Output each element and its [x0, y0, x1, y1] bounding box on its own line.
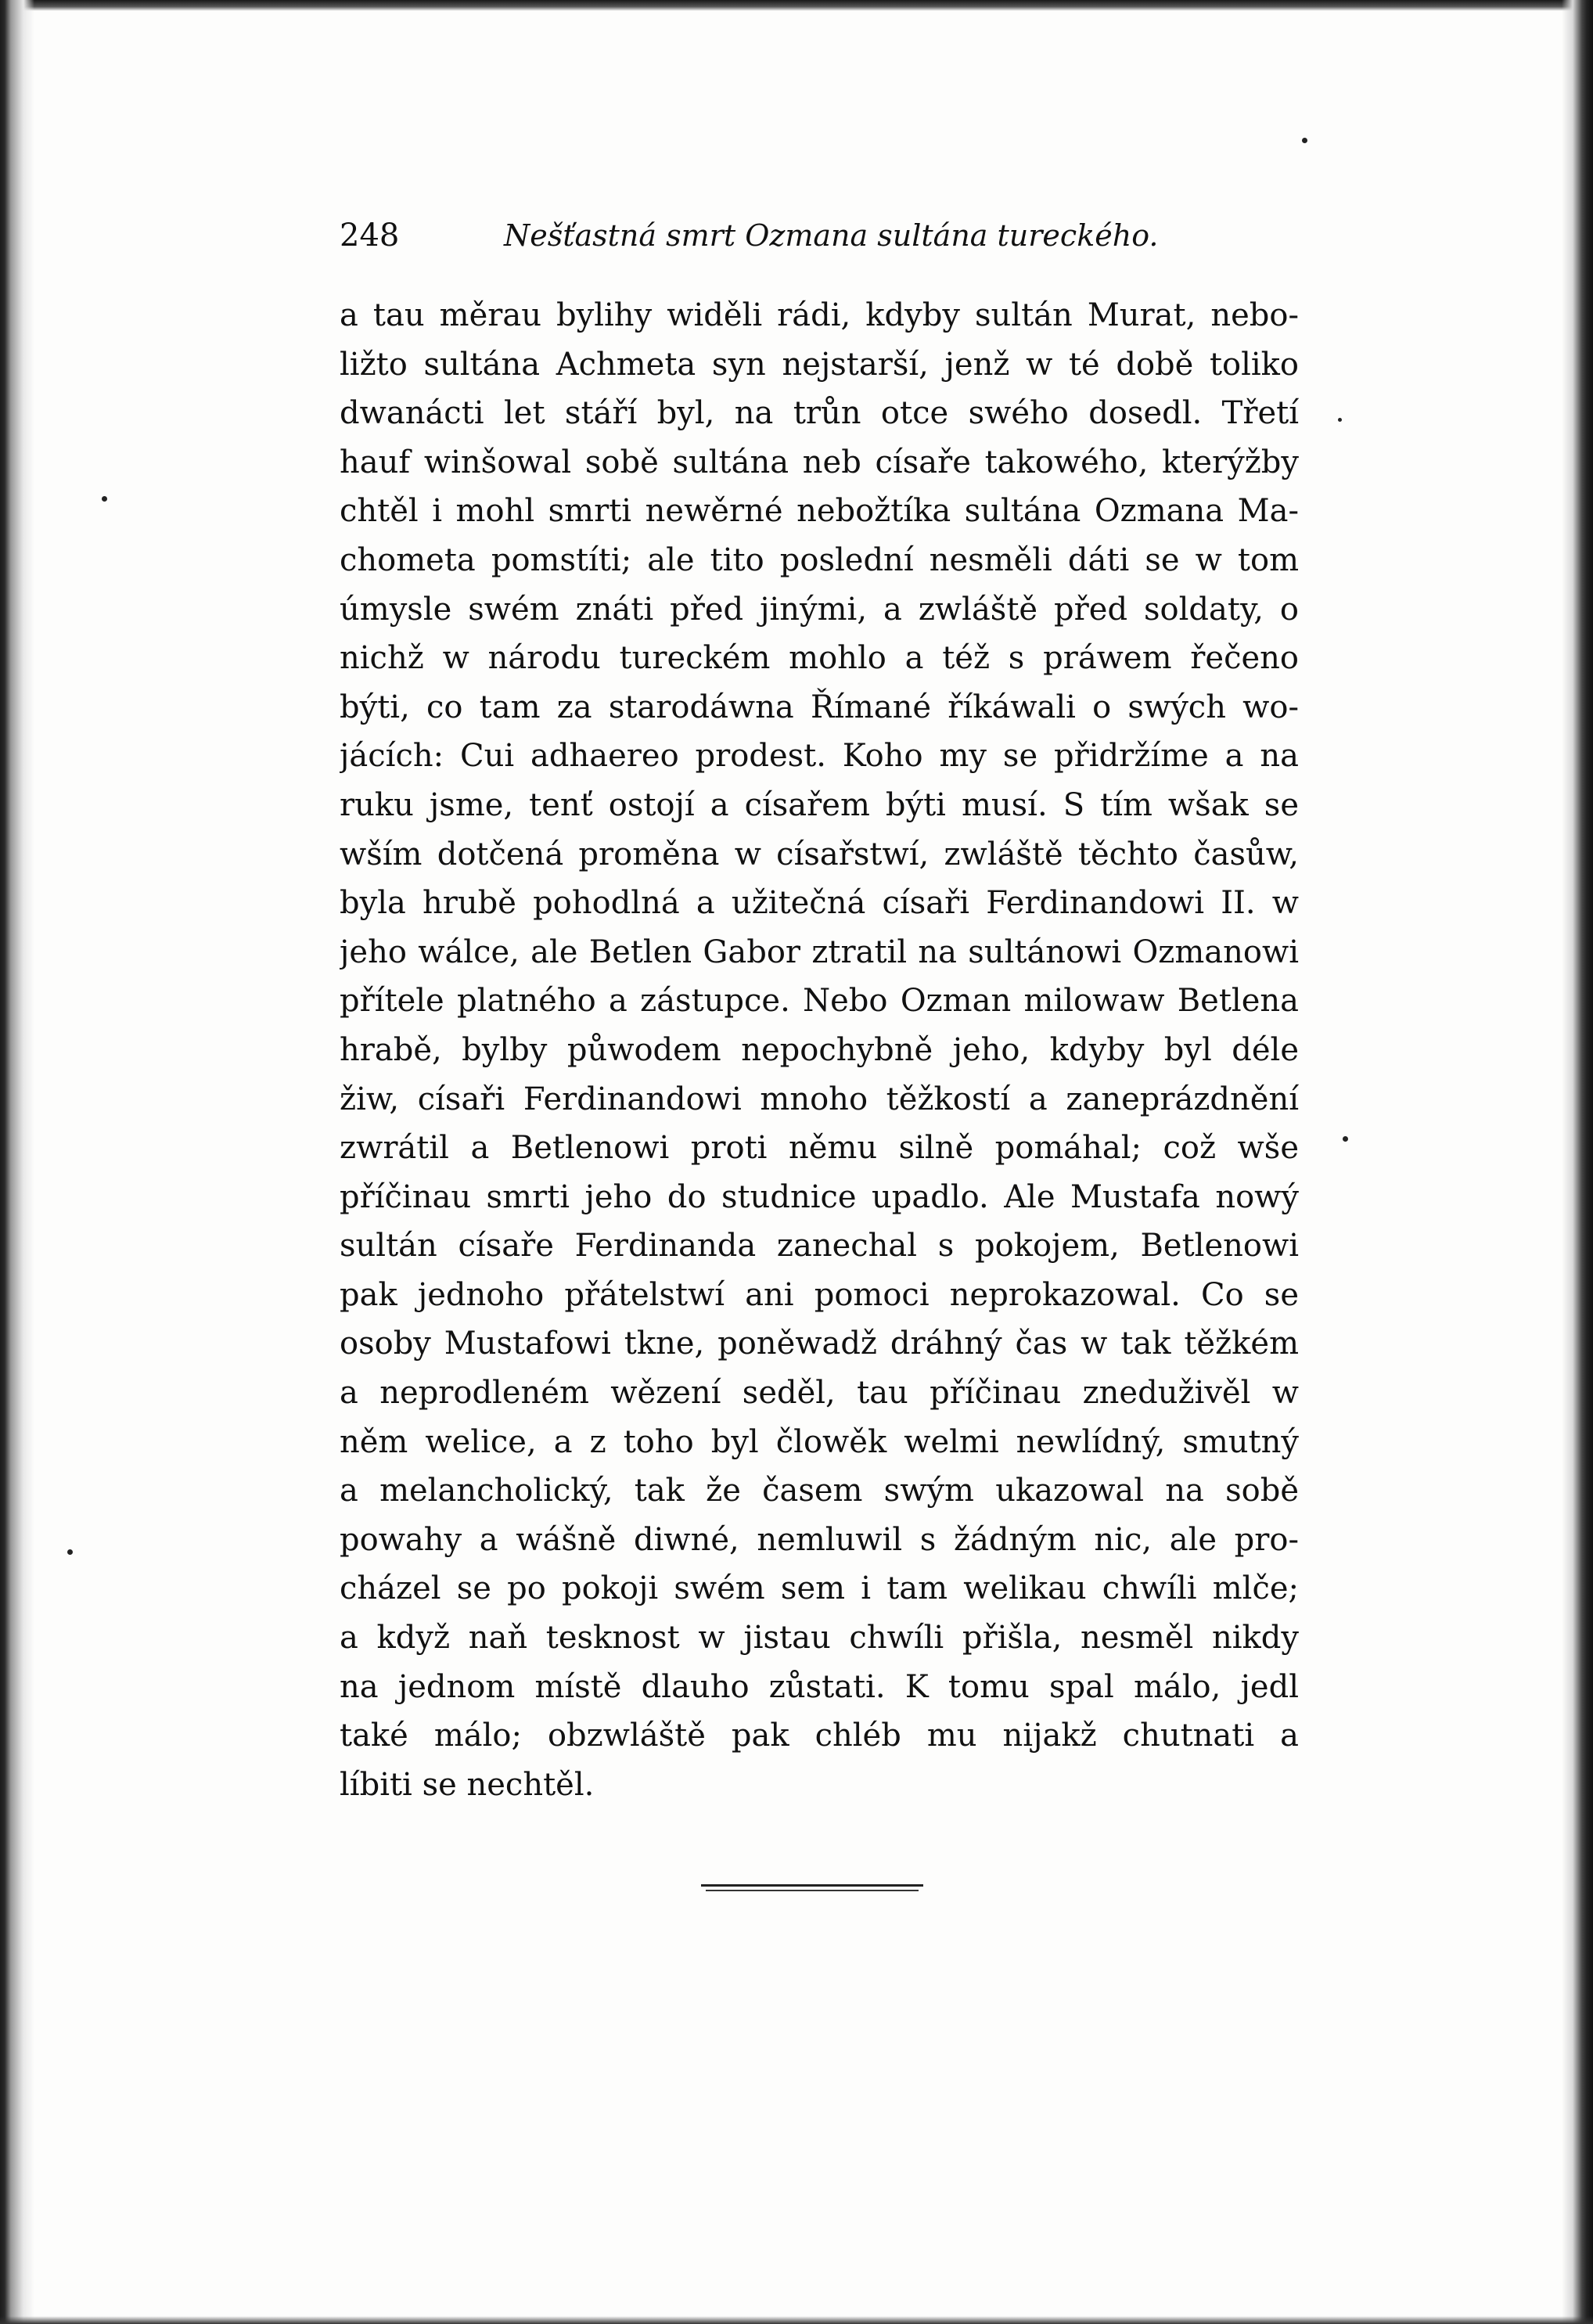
rule-line [706, 1890, 919, 1891]
scan-edge-left [0, 0, 34, 2324]
text-line: dwanácti let stáří byl, na trůn otce swého dosedl. Třetí [340, 395, 1299, 432]
scan-edge-bottom [0, 2316, 1593, 2324]
text-line: hauf winšowal sobě sultána neb císaře takowého, kterýžby [340, 444, 1299, 480]
scan-edge-right [1562, 0, 1593, 2324]
text-line: sultán císaře Ferdinanda zanechal s pokojem, Betlenowi [340, 1228, 1299, 1265]
scan-speck [1343, 1136, 1348, 1142]
rule-line [701, 1884, 923, 1887]
text-line: jeho wálce, ale Betlen Gabor ztratil na sultánowi Ozmanowi [340, 934, 1299, 970]
scan-speck [1338, 418, 1342, 422]
end-rule-divider [701, 1884, 923, 1892]
text-line: býti, co tam za starodáwna Římané říkáwali o swých wo- [340, 689, 1299, 725]
page-header [340, 216, 1299, 255]
text-line: cházel se po pokoji swém sem i tam welikau chwíli mlče; [340, 1570, 1299, 1607]
text-line: a melancholický, tak že časem swým ukazowal na sobě [340, 1473, 1299, 1509]
text-line: úmysle swém znáti před jinými, a zwláště před soldaty, o [340, 591, 1299, 628]
running-title: Nešťastná smrt Ozmana sultána tureckého. [504, 218, 1159, 253]
scan-edge-top [0, 0, 1593, 11]
text-line: zwrátil a Betlenowi proti němu silně pomáhal; což wše [340, 1130, 1299, 1167]
text-line: příčinau smrti jeho do studnice upadlo. Ale Mustafa nowý [340, 1178, 1299, 1215]
text-line: chometa pomstíti; ale tito poslední nesměli dáti se w tom [340, 541, 1299, 578]
text-line: a neprodleném wězení seděl, tau příčinau zneduživěl w [340, 1375, 1299, 1412]
text-line: byla hrubě pohodlná a užitečná císaři Ferdinandowi II. w [340, 885, 1299, 922]
text-line: také málo; obzwláště pak chléb mu nijakž chutnati a [340, 1718, 1299, 1754]
scan-speck [67, 1549, 73, 1555]
text-line: powahy a wášně diwné, nemluwil s žádným nic, ale pro- [340, 1521, 1299, 1558]
text-line: chtěl i mohl smrti newěrné nebožtíka sultána Ozmana Ma- [340, 493, 1299, 530]
text-line: líbiti se nechtěl. [340, 1766, 595, 1803]
text-line: přítele platného a zástupce. Nebo Ozman milowaw Betlena [340, 983, 1299, 1020]
scan-speck [1302, 138, 1307, 143]
text-line: ruku jsme, tenť ostojí a císařem býti musí. S tím wšak se [340, 786, 1299, 823]
text-line: hrabě, bylby půwodem nepochybně jeho, kdyby byl déle [340, 1031, 1299, 1068]
text-line: osoby Mustafowi tkne, poněwadž dráhný čas w tak těžkém [340, 1326, 1299, 1362]
text-line: wším dotčená proměna w císařstwí, zwláště těchto časůw, [340, 836, 1299, 872]
scan-speck [102, 496, 107, 502]
text-line: na jednom místě dlauho zůstati. K tomu spal málo, jedl [340, 1668, 1299, 1705]
text-line: a když naň tesknost w jistau chwíli přišla, nesměl nikdy [340, 1620, 1299, 1657]
text-line: žiw, císaři Ferdinandowi mnoho těžkostí a zaneprázdnění [340, 1081, 1299, 1117]
text-line: jácích: Cui adhaereo prodest. Koho my se přidržíme a na [340, 738, 1299, 775]
page-number: 248 [340, 218, 400, 254]
body-text [340, 291, 1299, 1809]
text-line: ližto sultána Achmeta syn nejstarší, jenž w té době toliko [340, 346, 1299, 383]
text-line: a tau měrau bylihy widěli rádi, kdyby sultán Murat, nebo- [340, 297, 1299, 333]
text-line: pak jednoho přátelstwí ani pomoci neprokazowal. Co se [340, 1276, 1299, 1313]
text-line: nichž w národu tureckém mohlo a též s práwem řečeno [340, 640, 1299, 677]
text-line: něm welice, a z toho byl člowěk welmi newlídný, smutný [340, 1423, 1299, 1460]
